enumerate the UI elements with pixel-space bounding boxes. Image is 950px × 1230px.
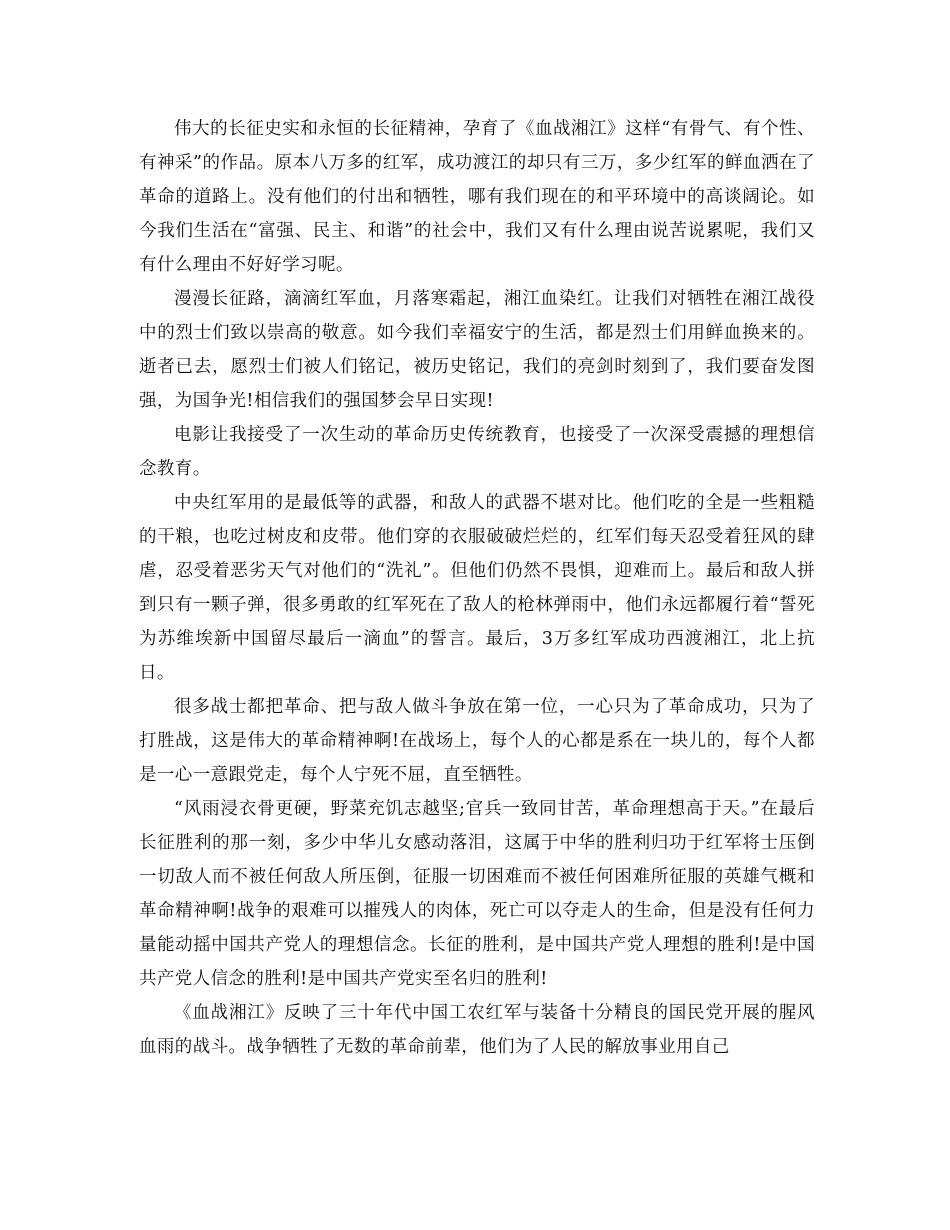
paragraph-6: “风雨浸衣骨更硬，野菜充饥志越坚;官兵一致同甘苦，革命理想高于天。”在最后长征胜利的那一刻，多少中华儿女感动落泪，这属于中华的胜利归功于红军将士压倒一切敌人而不被任何敌人所压倒，征服一切困难而不被任何困难所征服的英雄气概和革命精神啊!战争的艰难可以摧残人的肉体，死亡可以夺走人的生命，但是没有任何力量能动摇中国共产党人的理想信念。长征的胜利，是中国共产党人理想的胜利!是中国共产党人信念的胜利!是中国共产党实至名归的胜利! (139, 799, 815, 989)
paragraph-7: 《血战湘江》反映了三十年代中国工农红军与装备十分精良的国民党开展的腥风血雨的战斗。战争牺牲了无数的革命前辈，他们为了人民的解放事业用自己 (139, 1003, 815, 1057)
paragraph-2: 漫漫长征路，滴滴红军血，月落寒霜起，湘江血染红。让我们对牺牲在湘江战役中的烈士们致以崇高的敬意。如今我们幸福安宁的生活，都是烈士们用鲜血换来的。逝者已去，愿烈士们被人们铭记，被历史铭记，我们的亮剑时刻到了，我们要奋发图强，为国争光!相信我们的强国梦会早日实现! (139, 289, 815, 411)
document-body (139, 112, 815, 1064)
paragraph-3: 电影让我接受了一次生动的革命历史传统教育，也接受了一次深受震撼的理想信念教育。 (139, 425, 815, 479)
paragraph-5: 很多战士都把革命、把与敌人做斗争放在第一位，一心只为了革命成功，只为了打胜战，这是伟大的革命精神啊!在战场上，每个人的心都是系在一块儿的，每个人都是一心一意跟党走，每个人宁死不屈，直至牺牲。 (139, 697, 815, 785)
paragraph-4: 中央红军用的是最低等的武器，和敌人的武器不堪对比。他们吃的全是一些粗糙的干粮，也吃过树皮和皮带。他们穿的衣服破破烂烂的，红军们每天忍受着狂风的肆虐，忍受着恶劣天气对他们的“洗礼”。但他们仍然不畏惧，迎难而上。最后和敌人拼到只有一颗子弹，很多勇敢的红军死在了敌人的枪林弹雨中，他们永远都履行着“誓死为苏维埃新中国留尽最后一滴血”的誓言。最后，3万多红军成功西渡湘江，北上抗日。 (139, 493, 815, 683)
paragraph-1: 伟大的长征史实和永恒的长征精神，孕育了《血战湘江》这样“有骨气、有个性、有神采”的作品。原本八万多的红军，成功渡江的却只有三万，多少红军的鲜血洒在了革命的道路上。没有他们的付出和牺牲，哪有我们现在的和平环境中的高谈阔论。如今我们生活在“富强、民主、和谐”的社会中，我们又有什么理由说苦说累呢，我们又有什么理由不好好学习呢。 (139, 119, 815, 275)
